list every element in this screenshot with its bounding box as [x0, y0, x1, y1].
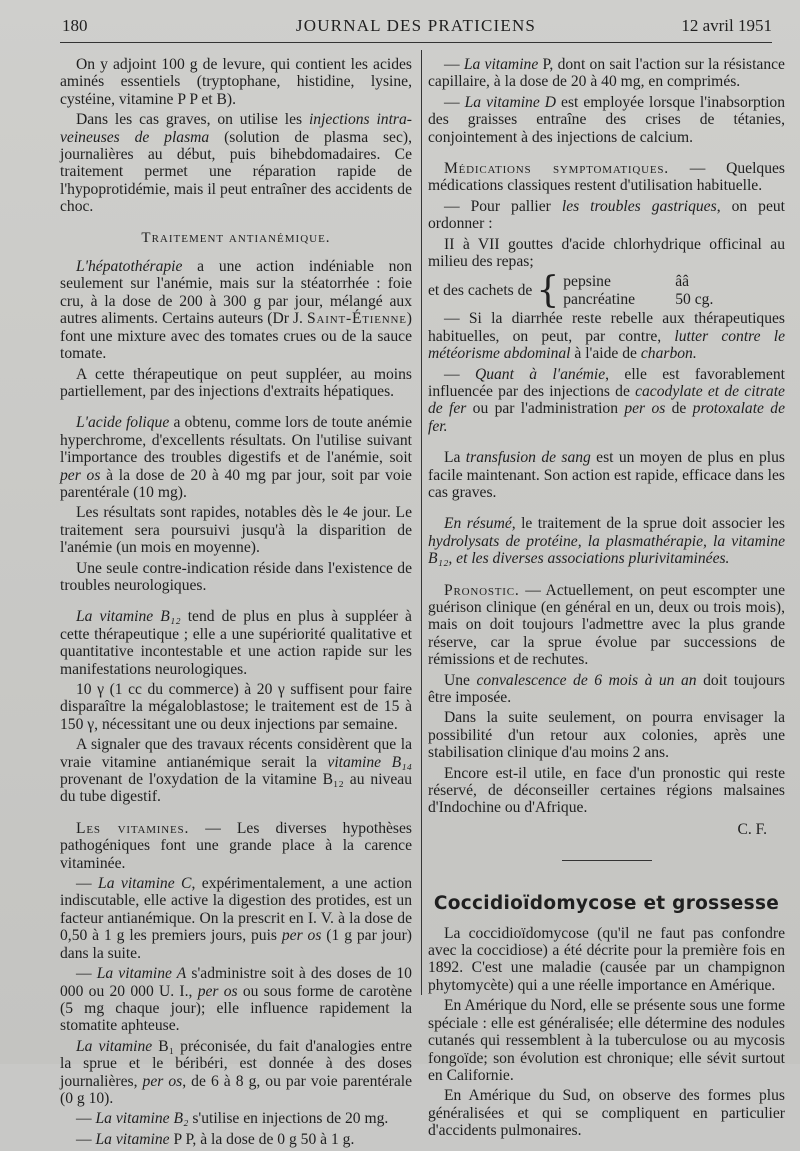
paragraph: Les résultats sont rapides, notables dès le 4e jour. Le traitement sera poursuivi jusqu'à la disparition de l'anémie (un mois en moyenne).: [60, 504, 412, 557]
issue-date: 12 avril 1951: [681, 16, 772, 35]
paragraph: II à VII gouttes d'acide chlorhydrique officinal au milieu des repas;: [428, 235, 785, 271]
paragraph: Médications symptomatiques. — Quelques médications classiques restent d'utilisation habituelle.: [428, 160, 785, 195]
paragraph: — Quant à l'anémie, elle est favorablement influencée par des injections de cacodylate et de citrate de fer ou par l'administration per os de protoxalate de fer.: [428, 365, 785, 435]
separator-rule: [562, 860, 652, 861]
paragraph: — La vitamine C, expérimentalement, a une action indiscutable, elle active la digestion des protides, est un facteur antianémique. On la prescrit en I. V. à la dose de 0,50 à 1 g les premiers jours, puis per os (1 g par jour) dans la suite.: [60, 875, 412, 962]
left-column: [60, 56, 412, 1151]
paragraph: L'acide folique a obtenu, comme lors de toute anémie hyperchrome, d'excellents résultats. On l'utilise suivant l'importance des troubles digestifs et de l'anémie, soit per os à la dose de 20 à 40 mg par jour, soit par voie parentérale (10 mg).: [60, 414, 412, 501]
paragraph: L'hépatothérapie a une action indéniable non seulement sur l'anémie, mais sur la stéatorrhée : foie cru, à la dose de 200 à 300 g par jour, mélangé aux autres aliments. Certains auteurs (Dr J. Saint-Étienne) font une mixture avec des tomates crues ou de la sauce tomate.: [60, 258, 412, 363]
paragraph: En Amérique du Nord, elle se présente sous une forme spéciale : elle est généralisée; elle détermine des nodules cutanés qui ressemblent à la tuberculose ou au mycosis fongoïde; son évolution est chronique; elle sévit surtout en Californie.: [428, 997, 785, 1084]
paragraph: 10 γ (1 cc du commerce) à 20 γ suffisent pour faire disparaître la mégaloblastose; le traitement est de 15 à 150 γ, nécessitant une ou deux injections par semaine.: [60, 681, 412, 733]
prescription-item: pepsine: [563, 273, 611, 291]
paragraph: Une seule contre-indication réside dans l'existence de troubles neurologiques.: [60, 559, 412, 594]
running-header: [60, 14, 772, 43]
article-title: Coccidioïdomycose et grossesse: [433, 893, 780, 915]
paragraph: — La vitamine A s'administre soit à des doses de 10 000 ou 20 000 U. I., per os ou sous forme de carotène (5 mg chaque jour); elle influence rapidement la stomatite aphteuse.: [60, 965, 412, 1035]
paragraph: — Si la diarrhée reste rebelle aux thérapeutiques habituelles, on peut, par contre, lutter contre le météorisme abdominal à l'aide de charbon.: [428, 310, 785, 363]
prescription-label: et des cachets de: [428, 282, 533, 300]
paragraph: Les vitamines. — Les diverses hypothèses pathogéniques font une grande place à la carence vitaminée.: [60, 819, 412, 872]
prescription-aa: ââ: [675, 273, 690, 291]
prescription-dose: 50 cg.: [675, 290, 714, 308]
paragraph: On y adjoint 100 g de levure, qui contient les acides aminés essentiels (tryptophane, histidine, lysine, cystéine, vitamine P P et B).: [60, 56, 412, 108]
paragraph: — La vitamine P, dont on sait l'action sur la résistance capillaire, à la dose de 20 à 40 mg, en comprimés.: [428, 56, 785, 91]
paragraph: — La vitamine B₂ s'utilise en injections de 20 mg.: [76, 1110, 389, 1128]
paragraph: — La vitamine D est employée lorsque l'inabsorption des graisses entraîne des crises de tétanies, conjointement à des injections de calcium.: [428, 93, 785, 146]
paragraph: — La vitamine P P, à la dose de 0 g 50 à 1 g.: [76, 1130, 355, 1148]
paragraph: Dans les cas graves, on utilise les injections intra-veineuses de plasma (solution de plasma sec), journalières au début, puis bihebdomadaires. Ce traitement permet une réparation rapide de l'hypoprotidémie, mais il peut entraîner des accidents de choc.: [60, 111, 412, 216]
paragraph: Pronostic. — Actuellement, on peut escompter une guérison clinique (en général en un, deux ou trois mois), mais on doit toujours l'admettre avec la plus grande réserve, car la sprue évolue par successions de rémissions et de rechutes.: [428, 581, 785, 669]
page-number: 180: [62, 16, 88, 35]
paragraph: La vitamine B₁ préconisée, du fait d'analogies entre la sprue et le béribéri, est donnée à des doses journalières, per os, de 6 à 8 g, ou par voie parentérale (0 g 10).: [60, 1037, 413, 1107]
paragraph: A cette thérapeutique on peut suppléer, au moins partiellement, par des injections d'extraits hépatiques.: [60, 365, 412, 400]
brace-glyph: {: [536, 269, 560, 311]
paragraph: La coccidioïdomycose (qu'il ne faut pas confondre avec la coccidiose) a été décrite pour la première fois en 1892. C'est une maladie (causée par un champignon phytomycète) qui a une réelle importance en Amérique.: [428, 924, 785, 994]
paragraph: — Pour pallier les troubles gastriques, on peut ordonner :: [428, 197, 786, 233]
prescription-item: pancréatine: [563, 290, 636, 308]
section-heading-antianemique: Traitement antianémique.: [141, 229, 331, 246]
right-column: [428, 56, 785, 1143]
paragraph: La vitamine B₁₂ tend de plus en plus à suppléer à cette thérapeutique ; elle a une supériorité qualitative et quantitative incontestable et une action rapide sur les manifestations neurologiques.: [60, 608, 412, 678]
column-divider: [421, 50, 422, 995]
paragraph: A signaler que des travaux récents considèrent que la vraie vitamine antianémique serait la vitamine B₁₄ provenant de l'oxydation de la vitamine B₁₂ au niveau du tube digestif.: [60, 736, 412, 806]
paragraph: La transfusion de sang est un moyen de plus en plus facile maintenant. Son action est rapide, efficace dans les cas graves.: [428, 449, 785, 501]
journal-title: JOURNAL DES PRATICIENS: [295, 16, 537, 35]
paragraph: Une convalescence de 6 mois à un an doit toujours être imposée.: [428, 671, 785, 706]
paragraph: En Amérique du Sud, on observe des formes plus généralisées et qui se compliquent en particulier d'accidents pulmonaires.: [428, 1087, 785, 1140]
author-signature: C. F.: [737, 820, 767, 838]
paragraph: En résumé, le traitement de la sprue doit associer les hydrolysats de protéine, la plasmathérapie, la vitamine B₁₂, et les diverses associations plurivitaminées.: [428, 515, 785, 568]
paragraph: Dans la suite seulement, on pourra envisager la possibilité d'un retour aux colonies, après une stabilisation clinique d'au moins 2 ans.: [428, 709, 785, 762]
prescription-formula: [428, 269, 785, 311]
paragraph: Encore est-il utile, en face d'un pronostic qui reste réservé, de déconseiller certaines régions malsaines d'Indochine ou d'Afrique.: [428, 764, 785, 817]
